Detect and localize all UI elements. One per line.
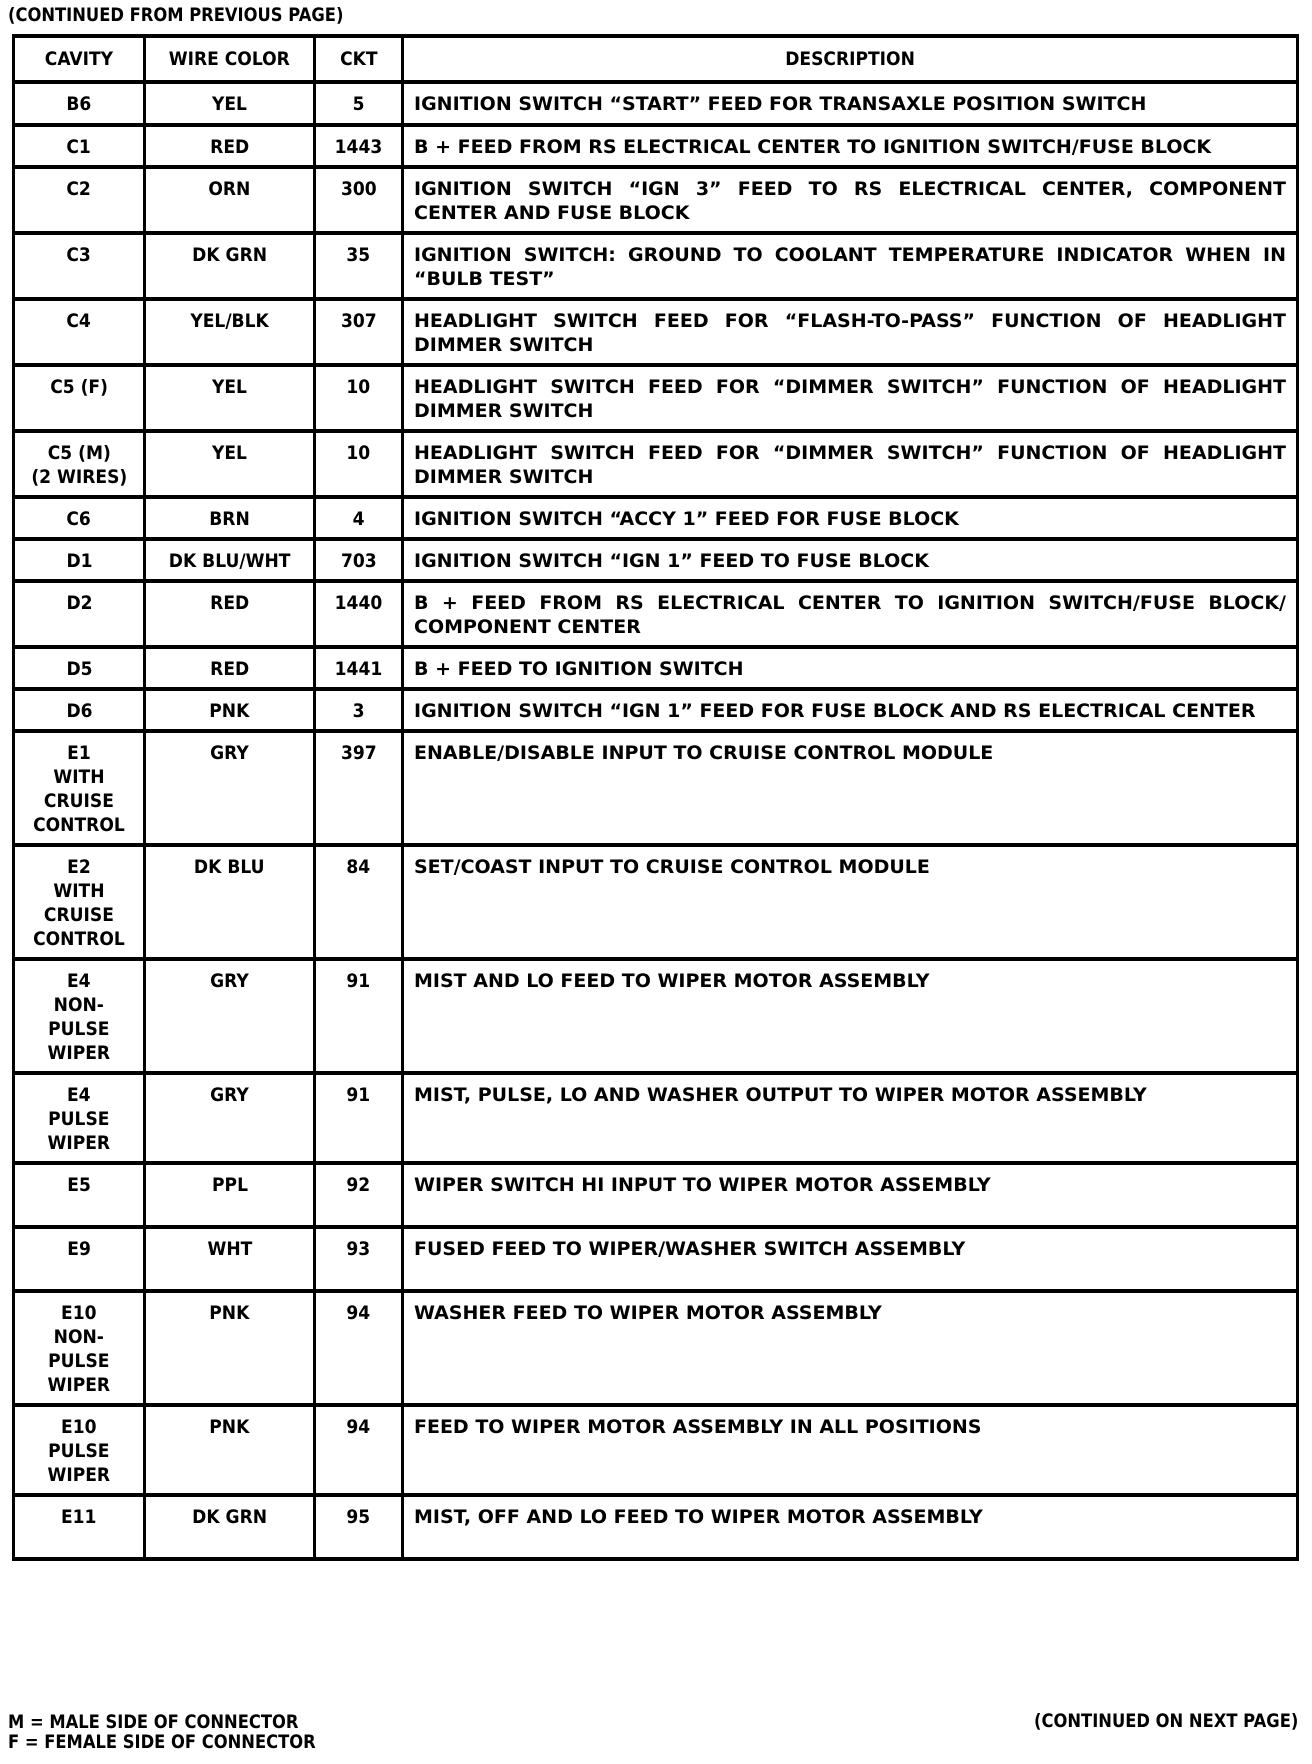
cell-ckt-text: 35	[346, 244, 371, 266]
table-row	[12, 541, 1299, 583]
table-row	[12, 1497, 1299, 1561]
cell-description	[404, 1075, 1299, 1165]
cell-description	[404, 1407, 1299, 1497]
cell-cavity-text: C5 (F)	[50, 376, 108, 398]
cell-ckt-text: 4	[352, 508, 365, 530]
connector-pinout-table	[12, 34, 1299, 1561]
cell-cavity-text: C1	[66, 136, 92, 158]
cell-description-text: WASHER FEED TO WIPER MOTOR ASSEMBLY	[414, 1302, 882, 1324]
cell-description	[404, 1229, 1299, 1293]
cell-wire-color	[146, 733, 316, 847]
cell-ckt-text: 10	[346, 376, 371, 398]
cell-description	[404, 1293, 1299, 1407]
cell-ckt-text: 1440	[334, 592, 383, 614]
cell-cavity	[12, 1407, 146, 1497]
cell-wire-color-text: WHT	[207, 1238, 252, 1260]
cell-wire-color	[146, 1407, 316, 1497]
table-row	[12, 691, 1299, 733]
table-row	[12, 583, 1299, 649]
cell-cavity-text: C3	[66, 244, 92, 266]
cell-ckt-text: 91	[346, 970, 371, 992]
cell-ckt	[316, 1229, 404, 1293]
cell-description	[404, 733, 1299, 847]
cell-ckt	[316, 235, 404, 301]
cell-ckt-text: 1443	[334, 136, 383, 158]
cell-wire-color	[146, 499, 316, 541]
cell-ckt	[316, 1293, 404, 1407]
cell-cavity	[12, 583, 146, 649]
cell-cavity-text: C4	[66, 310, 92, 332]
cell-description	[404, 1165, 1299, 1229]
cell-wire-color	[146, 169, 316, 235]
cell-ckt	[316, 499, 404, 541]
header-wire-color: WIRE COLOR	[146, 34, 316, 84]
table-row	[12, 961, 1299, 1075]
cell-cavity-text: D1	[65, 550, 93, 572]
cell-wire-color-text: DK GRN	[192, 1506, 267, 1528]
cell-cavity-text: B6	[66, 93, 92, 115]
cell-wire-color-text: PNK	[209, 1416, 250, 1438]
cell-description-text: WIPER SWITCH HI INPUT TO WIPER MOTOR ASSEMBLY	[414, 1174, 991, 1196]
cell-wire-color	[146, 1293, 316, 1407]
cell-cavity-text: E2 WITH CRUISE CONTROL	[33, 856, 125, 950]
cell-cavity	[12, 433, 146, 499]
cell-description-text: FEED TO WIPER MOTOR ASSEMBLY IN ALL POSITIONS	[414, 1416, 982, 1438]
cell-wire-color	[146, 1165, 316, 1229]
table-row	[12, 367, 1299, 433]
cell-description	[404, 583, 1299, 649]
cell-cavity	[12, 367, 146, 433]
cell-ckt-text: 300	[340, 178, 377, 200]
cell-cavity	[12, 169, 146, 235]
cell-wire-color	[146, 541, 316, 583]
cell-ckt-text: 703	[340, 550, 377, 572]
cell-wire-color	[146, 433, 316, 499]
cell-wire-color-text: YEL/BLK	[190, 310, 269, 332]
cell-cavity	[12, 1497, 146, 1561]
cell-description	[404, 541, 1299, 583]
cell-ckt	[316, 691, 404, 733]
table-row	[12, 169, 1299, 235]
cell-description-text: IGNITION SWITCH “ACCY 1” FEED FOR FUSE BLOCK	[414, 508, 959, 530]
cell-description-text: SET/COAST INPUT TO CRUISE CONTROL MODULE	[414, 856, 930, 878]
header-ckt: CKT	[316, 34, 404, 84]
cell-description	[404, 301, 1299, 367]
cell-ckt-text: 10	[346, 442, 371, 464]
cell-wire-color-text: YEL	[212, 442, 247, 464]
cell-description-text: B + FEED FROM RS ELECTRICAL CENTER TO IGNITION SWITCH/FUSE BLOCK/ COMPONENT CENTER	[414, 592, 1286, 638]
cell-ckt	[316, 847, 404, 961]
cell-cavity-text: E4 NON- PULSE WIPER	[47, 970, 111, 1064]
cell-wire-color	[146, 691, 316, 733]
cell-cavity-text: E11	[61, 1506, 97, 1528]
cell-wire-color	[146, 127, 316, 169]
cell-cavity-text: E5	[67, 1174, 91, 1196]
cell-description-text: MIST, PULSE, LO AND WASHER OUTPUT TO WIPER MOTOR ASSEMBLY	[414, 1084, 1147, 1106]
cell-cavity	[12, 691, 146, 733]
cell-wire-color-text: YEL	[212, 93, 247, 115]
cell-description-text: ENABLE/DISABLE INPUT TO CRUISE CONTROL MODULE	[414, 742, 994, 764]
cell-ckt	[316, 127, 404, 169]
cell-description-text: B + FEED TO IGNITION SWITCH	[414, 658, 744, 680]
cell-cavity-text: E9	[67, 1238, 91, 1260]
cell-ckt	[316, 583, 404, 649]
cell-ckt-text: 84	[346, 856, 371, 878]
table-row	[12, 499, 1299, 541]
table-header	[12, 34, 1299, 84]
cell-cavity	[12, 127, 146, 169]
cell-description-text: MIST AND LO FEED TO WIPER MOTOR ASSEMBLY	[414, 970, 930, 992]
cell-cavity	[12, 499, 146, 541]
cell-cavity-text: C6	[66, 508, 92, 530]
cell-cavity	[12, 301, 146, 367]
legend-male: M = MALE SIDE OF CONNECTOR	[8, 1711, 299, 1733]
cell-description-text: MIST, OFF AND LO FEED TO WIPER MOTOR ASSEMBLY	[414, 1506, 983, 1528]
cell-wire-color-text: GRY	[210, 742, 249, 764]
cell-ckt	[316, 961, 404, 1075]
cell-wire-color	[146, 1075, 316, 1165]
cell-wire-color	[146, 367, 316, 433]
cell-description	[404, 127, 1299, 169]
cell-description-text: IGNITION SWITCH “IGN 1” FEED TO FUSE BLOCK	[414, 550, 929, 572]
table-row	[12, 301, 1299, 367]
cell-ckt	[316, 1407, 404, 1497]
cell-wire-color	[146, 1497, 316, 1561]
cell-wire-color-text: PPL	[211, 1174, 248, 1196]
cell-wire-color	[146, 235, 316, 301]
cell-ckt	[316, 1497, 404, 1561]
cell-wire-color-text: RED	[209, 658, 250, 680]
cell-ckt	[316, 649, 404, 691]
cell-wire-color-text: GRY	[210, 1084, 249, 1106]
cell-wire-color	[146, 961, 316, 1075]
cell-description-text: IGNITION SWITCH: GROUND TO COOLANT TEMPERATURE INDICATOR WHEN IN “BULB TEST”	[414, 244, 1286, 290]
cell-ckt-text: 95	[346, 1506, 371, 1528]
cell-cavity-text: C2	[66, 178, 92, 200]
cell-description-text: IGNITION SWITCH “START” FEED FOR TRANSAXLE POSITION SWITCH	[414, 93, 1147, 115]
cell-description	[404, 649, 1299, 691]
cell-description-text: HEADLIGHT SWITCH FEED FOR “FLASH-TO-PASS” FUNCTION OF HEADLIGHT DIMMER SWITCH	[414, 310, 1286, 356]
cell-cavity	[12, 1165, 146, 1229]
cell-ckt	[316, 1075, 404, 1165]
cell-ckt	[316, 733, 404, 847]
cell-cavity-text: C5 (M) (2 WIRES)	[31, 442, 127, 488]
cell-wire-color-text: RED	[209, 136, 250, 158]
cell-ckt	[316, 541, 404, 583]
cell-description	[404, 235, 1299, 301]
table-row	[12, 127, 1299, 169]
cell-wire-color	[146, 1229, 316, 1293]
cell-wire-color-text: DK BLU/WHT	[168, 550, 291, 572]
cell-description-text: IGNITION SWITCH “IGN 1” FEED FOR FUSE BLOCK AND RS ELECTRICAL CENTER	[414, 700, 1256, 722]
header-row	[12, 34, 1299, 84]
cell-wire-color-text: GRY	[210, 970, 249, 992]
cell-cavity	[12, 847, 146, 961]
table-row	[12, 1293, 1299, 1407]
cell-description	[404, 433, 1299, 499]
table-row	[12, 847, 1299, 961]
cell-cavity	[12, 649, 146, 691]
cell-ckt	[316, 84, 404, 127]
cell-ckt-text: 5	[352, 93, 365, 115]
table-row	[12, 84, 1299, 127]
cell-ckt-text: 307	[340, 310, 377, 332]
cell-ckt-text: 3	[352, 700, 365, 722]
cell-ckt	[316, 169, 404, 235]
cell-description	[404, 691, 1299, 733]
cell-wire-color	[146, 84, 316, 127]
cell-cavity	[12, 541, 146, 583]
cell-wire-color-text: DK BLU	[194, 856, 265, 878]
cell-wire-color-text: RED	[209, 592, 250, 614]
cell-description	[404, 84, 1299, 127]
table-row	[12, 235, 1299, 301]
cell-cavity	[12, 1075, 146, 1165]
cell-cavity	[12, 84, 146, 127]
table-body	[12, 84, 1299, 1561]
header-description: DESCRIPTION	[404, 34, 1299, 84]
cell-description	[404, 1497, 1299, 1561]
cell-ckt-text: 91	[346, 1084, 371, 1106]
cell-description-text: HEADLIGHT SWITCH FEED FOR “DIMMER SWITCH” FUNCTION OF HEADLIGHT DIMMER SWITCH	[414, 442, 1286, 488]
cell-description	[404, 847, 1299, 961]
table-row	[12, 1165, 1299, 1229]
cell-ckt-text: 94	[346, 1416, 371, 1438]
cell-description	[404, 367, 1299, 433]
cell-description-text: FUSED FEED TO WIPER/WASHER SWITCH ASSEMBLY	[414, 1238, 966, 1260]
cell-cavity	[12, 733, 146, 847]
cell-cavity	[12, 1293, 146, 1407]
cell-description	[404, 961, 1299, 1075]
cell-cavity-text: E10 PULSE WIPER	[47, 1416, 111, 1486]
cell-wire-color-text: BRN	[209, 508, 250, 530]
cell-ckt-text: 1441	[334, 658, 383, 680]
cell-wire-color-text: PNK	[209, 1302, 250, 1324]
cell-cavity-text: E1 WITH CRUISE CONTROL	[33, 742, 125, 836]
cell-wire-color-text: PNK	[209, 700, 250, 722]
table-row	[12, 649, 1299, 691]
cell-ckt	[316, 301, 404, 367]
table-row	[12, 733, 1299, 847]
cell-wire-color	[146, 583, 316, 649]
cell-ckt-text: 92	[346, 1174, 371, 1196]
cell-description-text: IGNITION SWITCH “IGN 3” FEED TO RS ELECTRICAL CENTER, COMPONENT CENTER AND FUSE BLOCK	[414, 178, 1286, 224]
cell-wire-color-text: YEL	[212, 376, 247, 398]
cell-description	[404, 169, 1299, 235]
cell-wire-color	[146, 847, 316, 961]
cell-wire-color-text: ORN	[208, 178, 251, 200]
cell-ckt-text: 397	[340, 742, 377, 764]
cell-cavity-text: D2	[65, 592, 93, 614]
cell-description-text: B + FEED FROM RS ELECTRICAL CENTER TO IGNITION SWITCH/FUSE BLOCK	[414, 136, 1212, 158]
cell-cavity-text: E4 PULSE WIPER	[47, 1084, 111, 1154]
cell-ckt	[316, 367, 404, 433]
continued-on-note: (CONTINUED ON NEXT PAGE)	[1033, 1710, 1298, 1732]
cell-ckt	[316, 433, 404, 499]
table-row	[12, 1229, 1299, 1293]
cell-ckt	[316, 1165, 404, 1229]
cell-ckt-text: 94	[346, 1302, 371, 1324]
connector-legend	[8, 1712, 316, 1752]
table-row	[12, 1075, 1299, 1165]
cell-cavity-text: E10 NON- PULSE WIPER	[47, 1302, 111, 1396]
cell-cavity	[12, 961, 146, 1075]
table-row	[12, 433, 1299, 499]
cell-cavity-text: D5	[65, 658, 93, 680]
cell-cavity	[12, 1229, 146, 1293]
cell-description	[404, 499, 1299, 541]
cell-description-text: HEADLIGHT SWITCH FEED FOR “DIMMER SWITCH” FUNCTION OF HEADLIGHT DIMMER SWITCH	[414, 376, 1286, 422]
legend-female: F = FEMALE SIDE OF CONNECTOR	[8, 1731, 316, 1753]
cell-cavity	[12, 235, 146, 301]
cell-wire-color	[146, 301, 316, 367]
cell-cavity-text: D6	[65, 700, 93, 722]
cell-ckt-text: 93	[346, 1238, 371, 1260]
continued-from-note: (CONTINUED FROM PREVIOUS PAGE)	[8, 4, 344, 26]
cell-wire-color-text: DK GRN	[192, 244, 267, 266]
header-cavity: CAVITY	[12, 34, 146, 84]
cell-wire-color	[146, 649, 316, 691]
table-row	[12, 1407, 1299, 1497]
